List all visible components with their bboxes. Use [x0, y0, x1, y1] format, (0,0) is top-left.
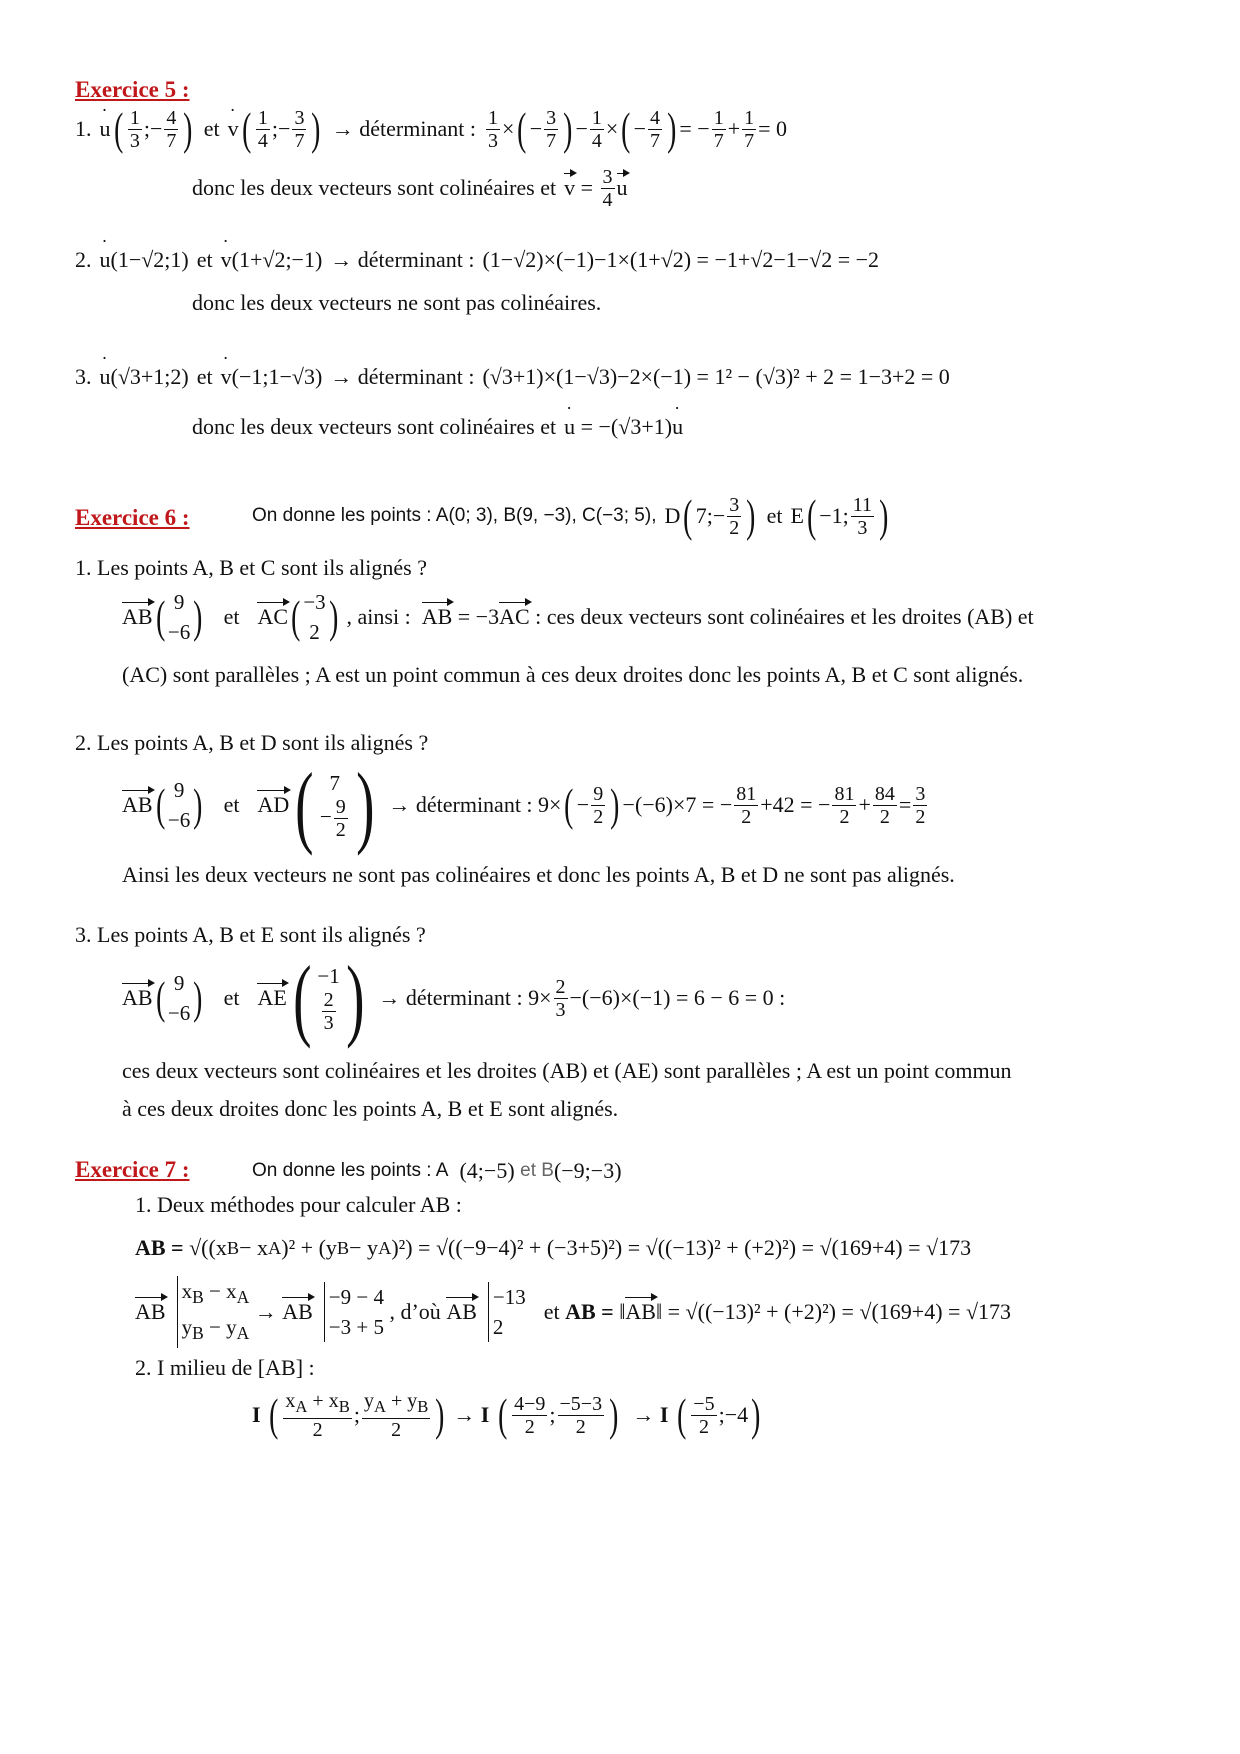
ex5-q3-et: et — [196, 364, 213, 389]
ex5-q1-conclusion: donc les deux vecteurs sont colinéaires et — [192, 175, 557, 200]
ex5-q3-label: 3. — [75, 364, 92, 389]
ex5-q3-arrow: → déterminant : — [330, 364, 475, 389]
ex6-q3-vectors: AB ( 9 −6 ) et AE ( −1 $\frac{2}{3}$ ) → déterminant : 9× $\frac{2}{3}$ − (−6)×(−1) = 6 − 6 = 0 : — [122, 947, 786, 1049]
ex6-q3-conclusion — [122, 1052, 1162, 1128]
exercise-5-title: Exercice 5 : — [75, 77, 190, 102]
ex5-q1-line: 1. · u ( $\frac{1}{3}$ ;− $\frac{4}{7}$ ) et · v ( $\frac{1}{4}$ ;− $\frac{3}{7}$ ) → déterminant : $\frac{1}{3}$ × ( − $\frac{3}{7}$ ) − $\frac{1}{4}$ × ( − $\frac{4}{7}$ ) = − $\frac{1}{7}$ + $\frac{1}{7}$ = 0 — [75, 104, 787, 154]
ex6-intro-line: On donne les points : A(0; 3), B(9, −3), C(−3; 5), D ( 7;− $\frac{3}{2}$ ) et E ( −1; $\frac{11}{3}$ ) — [252, 490, 889, 541]
ex6-q3-p1: ces deux vecteurs sont colinéaires et les droites (AB) et (AE) sont parallèles ; A est un point commun — [122, 1058, 1012, 1083]
ex5-q3-conclusion: donc les deux vecteurs sont colinéaires et — [192, 414, 557, 439]
vector-u: · u — [100, 116, 111, 142]
ex5-q2-et: et — [196, 247, 213, 272]
ex7-intro-b: et B — [520, 1160, 554, 1181]
ex5-q2-conclusion: donc les deux vecteurs ne sont pas colinéaires. — [192, 290, 602, 315]
ex5-q3-conclusion-line: donc les deux vecteurs sont colinéaires et · u = −(√3+1) · u — [192, 412, 683, 442]
ex7-midpoint: I ( $\frac{x_A + x_B}{2}$ ; $\frac{y_A + y_B}{2}$ ) → I ( $\frac{4-9}{2}$ ; $\frac{-5-3}{2}$ ) → I ( $\frac{-5}{2}$ ;−4 ) — [252, 1389, 761, 1441]
ex6-q1-label: 1. Les points A, B et C sont ils alignés ? — [75, 555, 427, 580]
ex7-ab-formula: AB = √((x B − x A )² + (y B − y A )²) = √((−9−4)² + (−3+5)²) = √((−13)² + (+2)²) = √(169+4) = √173 — [135, 1235, 972, 1260]
vector-v: · v — [228, 116, 239, 142]
ex7-intro: On donne les points : A — [252, 1160, 449, 1181]
ex6-q2-label: 2. Les points A, B et D sont ils alignés ? — [75, 730, 429, 755]
ex6-q1-p2: sont parallèles ; A est un point commun à ces deux droites donc les points A, B et C sont alignés. — [172, 662, 1024, 687]
exercise-7-title: Exercice 7 : — [75, 1157, 190, 1182]
ex5-q1-conclusion-line: donc les deux vecteurs sont colinéaires et v = $\frac{3}{4}$ u — [192, 165, 628, 211]
ex5-q2-expr: (1−√2)×(−1)−1×(1+√2) = −1+√2−1−√2 = −2 — [482, 247, 880, 272]
ex5-q2-line: 2. · u (1−√2;1) et · v (1+√2;−1) → déterminant : (1−√2)×(−1)−1×(1+√2) = −1+√2−1−√2 = −2 — [75, 245, 879, 275]
ex7-q2-label: 2. I milieu de [AB] : — [135, 1355, 315, 1380]
ex5-q2-label: 2. — [75, 247, 92, 272]
ex6-q1-vectors: AB ( 9 −6 ) et AC ( −3 2 ) , ainsi : AB = −3 AC : ces deux vecteurs sont colinéaires et les droites (AB) et — [122, 590, 1034, 644]
ex5-q2-arrow: → déterminant : — [330, 247, 475, 272]
ex5-q1-label: 1. — [75, 116, 92, 141]
ex6-q1-p2-line: (AC) sont parallèles ; A est un point commun à ces deux droites donc les points A, B et C sont alignés. — [122, 662, 1024, 687]
ex7-ab-vector: AB $x_B - x_A$ $y_B - y_A$ → AB −9 − 4 −3 + 5 , d’où AB −13 2 et AB = ‖ AB ‖ = √((−13)² + (+2)²) = √(169+4) = √173 — [135, 1280, 1011, 1344]
ex6-q3-label: 3. Les points A, B et E sont ils alignés ? — [75, 922, 426, 947]
ex7-intro-line: On donne les points : A (4;−5) et B (−9;−3) — [252, 1158, 622, 1183]
ex5-q3-line: 3. · u (√3+1;2) et · v (−1;1−√3) → déterminant : (√3+1)×(1−√3)−2×(−1) = 1² − (√3)² + 2 = 1−3+2 = 0 — [75, 362, 950, 392]
ex5-q3-expr: (√3+1)×(1−√3)−2×(−1) = 1² − (√3)² + 2 = 1−3+2 = 0 — [482, 364, 950, 389]
ex5-q1-arrow: → déterminant : — [331, 116, 476, 141]
ex6-q2-conclusion: Ainsi les deux vecteurs ne sont pas colinéaires et donc les points A, B et D ne sont pas alignés. — [122, 862, 955, 887]
ex5-q1-et: et — [203, 116, 220, 141]
ex6-q2-vectors: AB ( 9 −6 ) et AD ( 7 − $\frac{9}{2}$ ) → déterminant : 9× ( − $\frac{9}{2}$ ) −(−6)×7 = − $\frac{81}{2}$ +42 = − $\frac{81}{2}$ + $\frac{84}{2}$ = $\frac{3}{2}$ — [122, 754, 926, 856]
ex7-q1-label: 1. Deux méthodes pour calculer AB : — [135, 1192, 462, 1217]
exercise-6-title: Exercice 6 : — [75, 505, 190, 530]
ex6-intro: On donne les points : A(0; 3), B(9, −3), C(−3; 5), — [252, 505, 657, 526]
ex5-q1-result: = 0 — [758, 116, 788, 141]
ex6-q3-expr: (−6)×(−1) = 6 − 6 = 0 : — [581, 985, 786, 1010]
ex6-q3-p2: à ces deux droites donc les points A, B et E sont alignés. — [122, 1096, 619, 1121]
ex6-q1-p1: ces deux vecteurs sont colinéaires et les droites — [546, 604, 962, 629]
